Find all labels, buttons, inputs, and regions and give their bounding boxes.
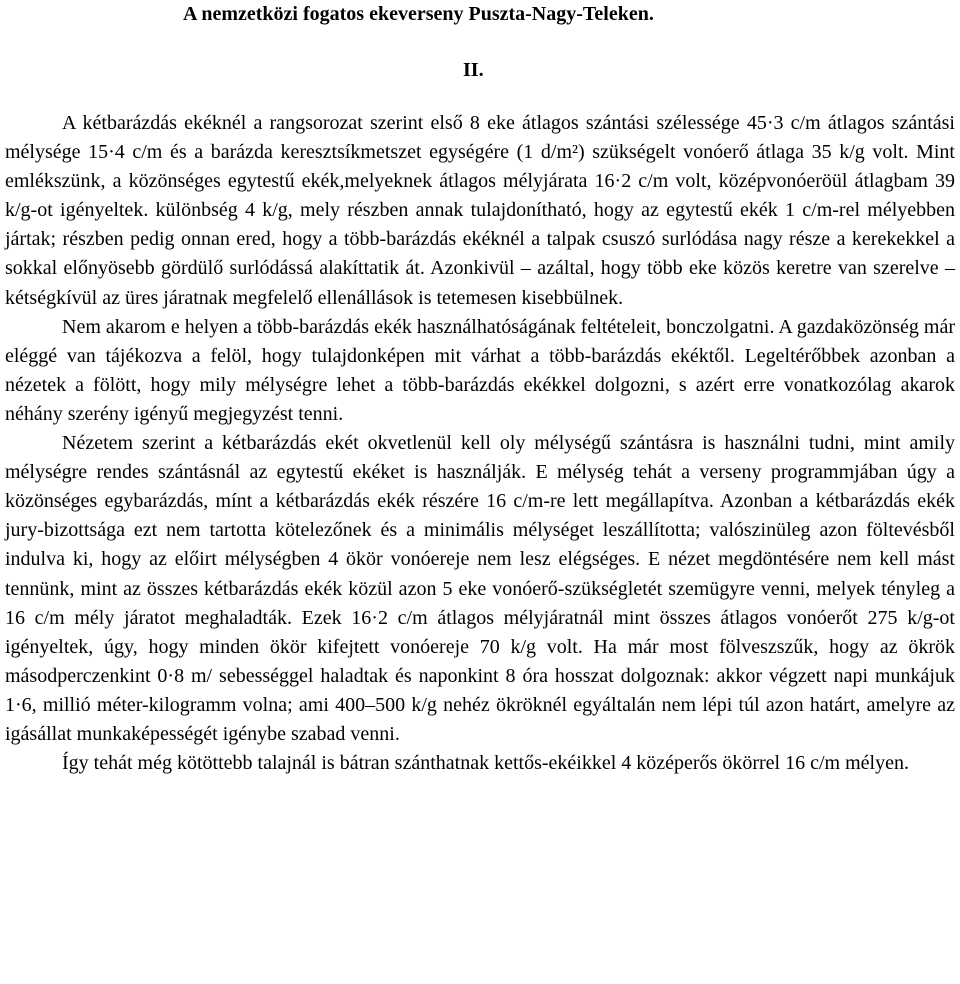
document-body bbox=[5, 109, 955, 778]
chapter-number: II. bbox=[463, 59, 484, 81]
document-title: A nemzetközi fogatos ekeverseny Puszta-Nagy-Teleken. bbox=[183, 3, 654, 25]
paragraph-1: A kétbarázdás ekéknél a rangsorozat szerint első 8 eke átlagos szántási szélessége 45·3 c/m átlagos szántási mélysége 15·4 c/m és a barázda keresztsíkmetszet egységére (1 d/m²) szükségelt vonóerő átlaga 35 k/g volt. Mint emlékszünk, a közönséges egytestű ekék,melyeknek átlagos mélyjárata 16·2 c/m volt, középvonóeröül átlagbam 39 k/g-ot igényeltek. különbség 4 k/g, mely részben annak tulajdonítható, hogy az egytestű ekék 1 c/m-rel mélyebben jártak; részben pedig onnan ered, hogy a több-barázdás ekéknél a talpak csuszó surlódása nagy része a kerekekkel a sokkal előnyösebb gördülő surlódássá alakíttatik át. Azonkivül – azáltal, hogy több eke közös keretre van szerelve – kétségkívül az üres járatnak megfelelő ellenállások is tetemesen kisebbülnek. bbox=[5, 112, 955, 309]
paragraph-4: Így tehát még kötöttebb talajnál is bátran szánthatnak kettős-ekéikkel 4 középerős ökörrel 16 c/m mélyen. bbox=[62, 752, 909, 775]
paragraph-2: Nem akarom e helyen a több-barázdás ekék használhatóságának feltételeit, bonczolgatni. A gazdaközönség már eléggé van tájékozva a felöl, hogy tulajdonképen mit várhat a több-barázdás ekéktől. Legeltérőbbek azonban a nézetek a fölött, hogy mily mélységre lehet a több-barázdás ekékkel dolgozni, s azért erre vonatkozólag akarok néhány szerény igényű megjegyzést tenni. bbox=[5, 315, 955, 425]
paragraph-3: Nézetem szerint a kétbarázdás ekét okvetlenül kell oly mélységű szántásra is használni tudni, mint amily mélységre rendes szántásnál az egytestű ekéket is használják. E mélység tehát a verseny programmjában úgy a közönséges egybarázdás, mínt a kétbarázdás ekék részére 16 c/m-re lett megállapítva. Azonban a kétbarázdás ekék jury-bizottsága ezt nem tartotta kötelezőnek és a minimális mélységet leszállította; valószinüleg azon föltevésből indulva ki, hogy az előirt mélységben 4 ökör vonóereje nem lesz elégséges. E nézet megdöntésére nem kell mást tennünk, mint az összes kétbarázdás ekék közül azon 5 eke vonóerő-szükségletét szemügyre venni, melyek tényleg a 16 c/m mély járatot meghaladták. Ezek 16·2 c/m átlagos mélyjáratnál mint összes átlagos vonóerőt 275 k/g-ot igényeltek, úgy, hogy minden ökör kifejtett vonóereje 70 k/g volt. Ha már most fölveszszűk, hogy az ökrök másodperczenkint 0·8 m/ sebességgel haladtak és naponkint 8 óra hosszat dolgoznak: akkor végzett napi munkájuk 1·6, millió méter-kilogramm volna; ami 400–500 k/g nehéz ökröknél egyáltalán nem lépi túl azon határt, amelyre az igásállat munkaképességét igénybe szabad venni. bbox=[5, 432, 955, 745]
